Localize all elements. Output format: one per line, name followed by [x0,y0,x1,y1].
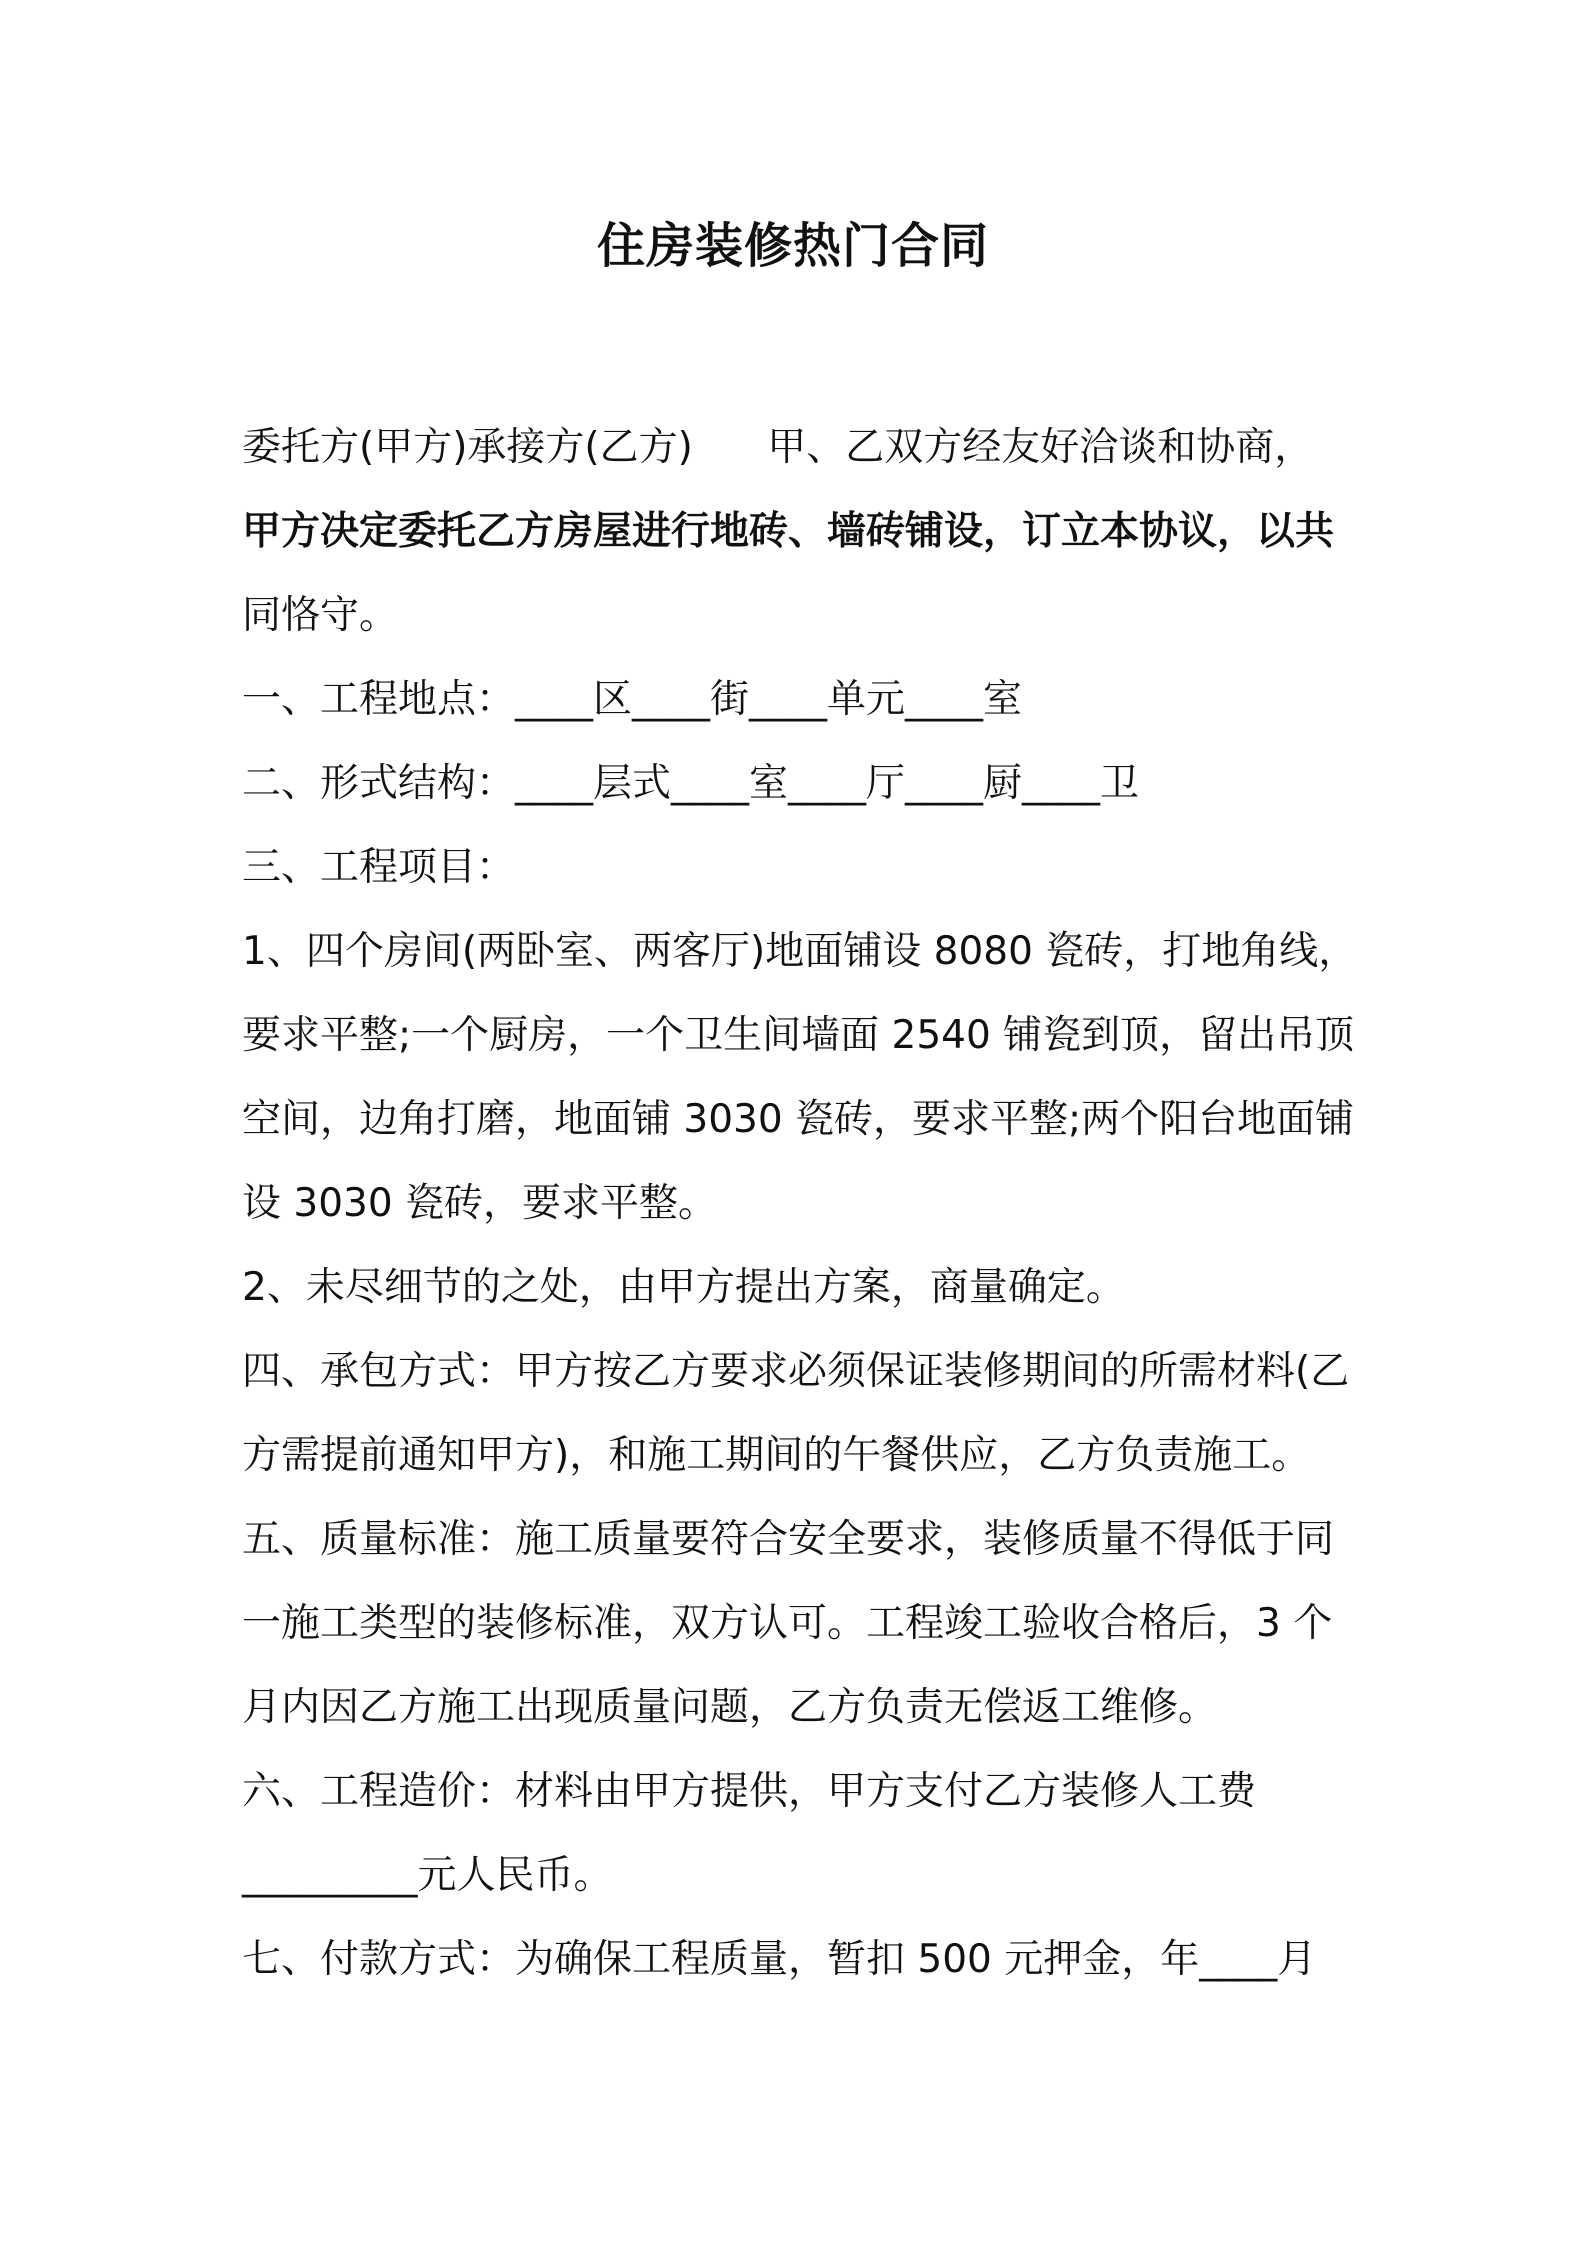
intro-line-3: 同恪守。 [242,593,399,638]
clause-quality-line-3: 月内因乙方施工出现质量问题，乙方负责无偿返工维修。 [242,1685,1218,1730]
intro-line-1: 委托方(甲方)承接方(乙方) 甲、乙双方经友好洽谈和协商， [242,425,1314,470]
item-2-line: 2、未尽细节的之处，由甲方提出方案，商量确定。 [242,1265,1125,1310]
clause-project-location: 一、工程地点：____区____街____单元____室 [242,677,1023,722]
clause-cost-line-1: 六、工程造价：材料由甲方提供，甲方支付乙方装修人工费 [242,1769,1257,1814]
document-body [242,406,1358,2002]
item-1-line-3: 空间，边角打磨，地面铺 3030 瓷砖，要求平整;两个阳台地面铺 [242,1097,1355,1142]
document-title: 住房装修热门合同 [596,218,989,274]
clause-contract-method-line-1: 四、承包方式：甲方按乙方要求必须保证装修期间的所需材料(乙 [242,1349,1350,1394]
clause-quality-line-2: 一施工类型的装修标准，双方认可。工程竣工验收合格后，3 个 [242,1601,1333,1646]
item-1-line-4: 设 3030 瓷砖，要求平整。 [242,1181,718,1226]
clause-cost-line-2: _________元人民币。 [242,1853,613,1898]
intro-line-2: 甲方决定委托乙方房屋进行地砖、墙砖铺设，订立本协议，以共 [242,509,1335,554]
clause-structure-form: 二、形式结构：____层式____室____厅____厨____卫 [242,761,1140,806]
clause-contract-method-line-2: 方需提前通知甲方)，和施工期间的午餐供应，乙方负责施工。 [242,1433,1311,1478]
clause-payment-line-1: 七、付款方式：为确保工程质量，暂扣 500 元押金，年____月 [242,1937,1317,1982]
item-1-line-2: 要求平整;一个厨房，一个卫生间墙面 2540 铺瓷到顶，留出吊顶 [242,1013,1355,1058]
clause-project-items-heading: 三、工程项目： [242,845,516,890]
clause-quality-line-1: 五、质量标准：施工质量要符合安全要求，装修质量不得低于同 [242,1517,1335,1562]
item-1-line-1: 1、四个房间(两卧室、两客厅)地面铺设 8080 瓷砖，打地角线， [242,929,1358,974]
